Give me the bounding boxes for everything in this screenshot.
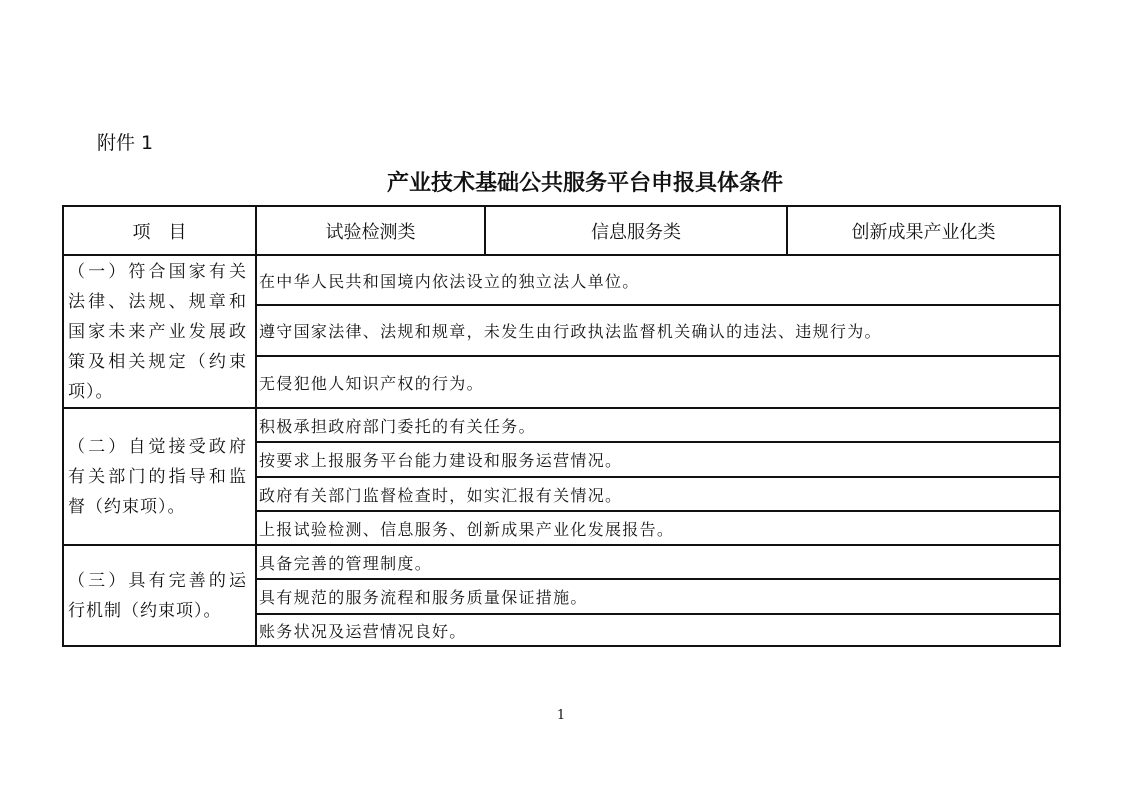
page-number: 1	[556, 708, 566, 723]
document-title: 产业技术基础公共服务平台申报具体条件	[386, 171, 783, 196]
condition-row: 无侵犯他人知识产权的行为。	[257, 357, 1059, 409]
condition-row: 积极承担政府部门委托的有关任务。	[257, 409, 1059, 443]
header-item: 项 目	[64, 207, 257, 256]
header-information: 信息服务类	[486, 207, 788, 256]
condition-row: 账务状况及运营情况良好。	[259, 621, 467, 641]
attachment-label: 附件 1	[97, 132, 154, 154]
item-group-1: （一）符合国家有关法律、法规、规章和国家未来产业发展政策及相关规定（约束项）。	[64, 256, 257, 409]
header-testing: 试验检测类	[257, 207, 486, 256]
condition-row: 政府有关部门监督检查时，如实汇报有关情况。	[257, 478, 1059, 512]
condition-row: 具有规范的服务流程和服务质量保证措施。	[257, 580, 1059, 615]
conditions-table	[62, 205, 1061, 647]
condition-row: 在中华人民共和国境内依法设立的独立法人单位。	[257, 256, 1059, 306]
condition-row: 具备完善的管理制度。	[257, 546, 1059, 580]
condition-row: 上报试验检测、信息服务、创新成果产业化发展报告。	[257, 512, 1059, 546]
condition-row: 遵守国家法律、法规和规章，未发生由行政执法监督机关确认的违法、违规行为。	[257, 306, 1059, 357]
condition-row: 按要求上报服务平台能力建设和服务运营情况。	[257, 443, 1059, 478]
header-innovation: 创新成果产业化类	[788, 207, 1059, 256]
item-group-2: （二）自觉接受政府有关部门的指导和监督（约束项）。	[64, 409, 257, 546]
item-group-3: （三）具有完善的运行机制（约束项）。	[64, 546, 257, 645]
